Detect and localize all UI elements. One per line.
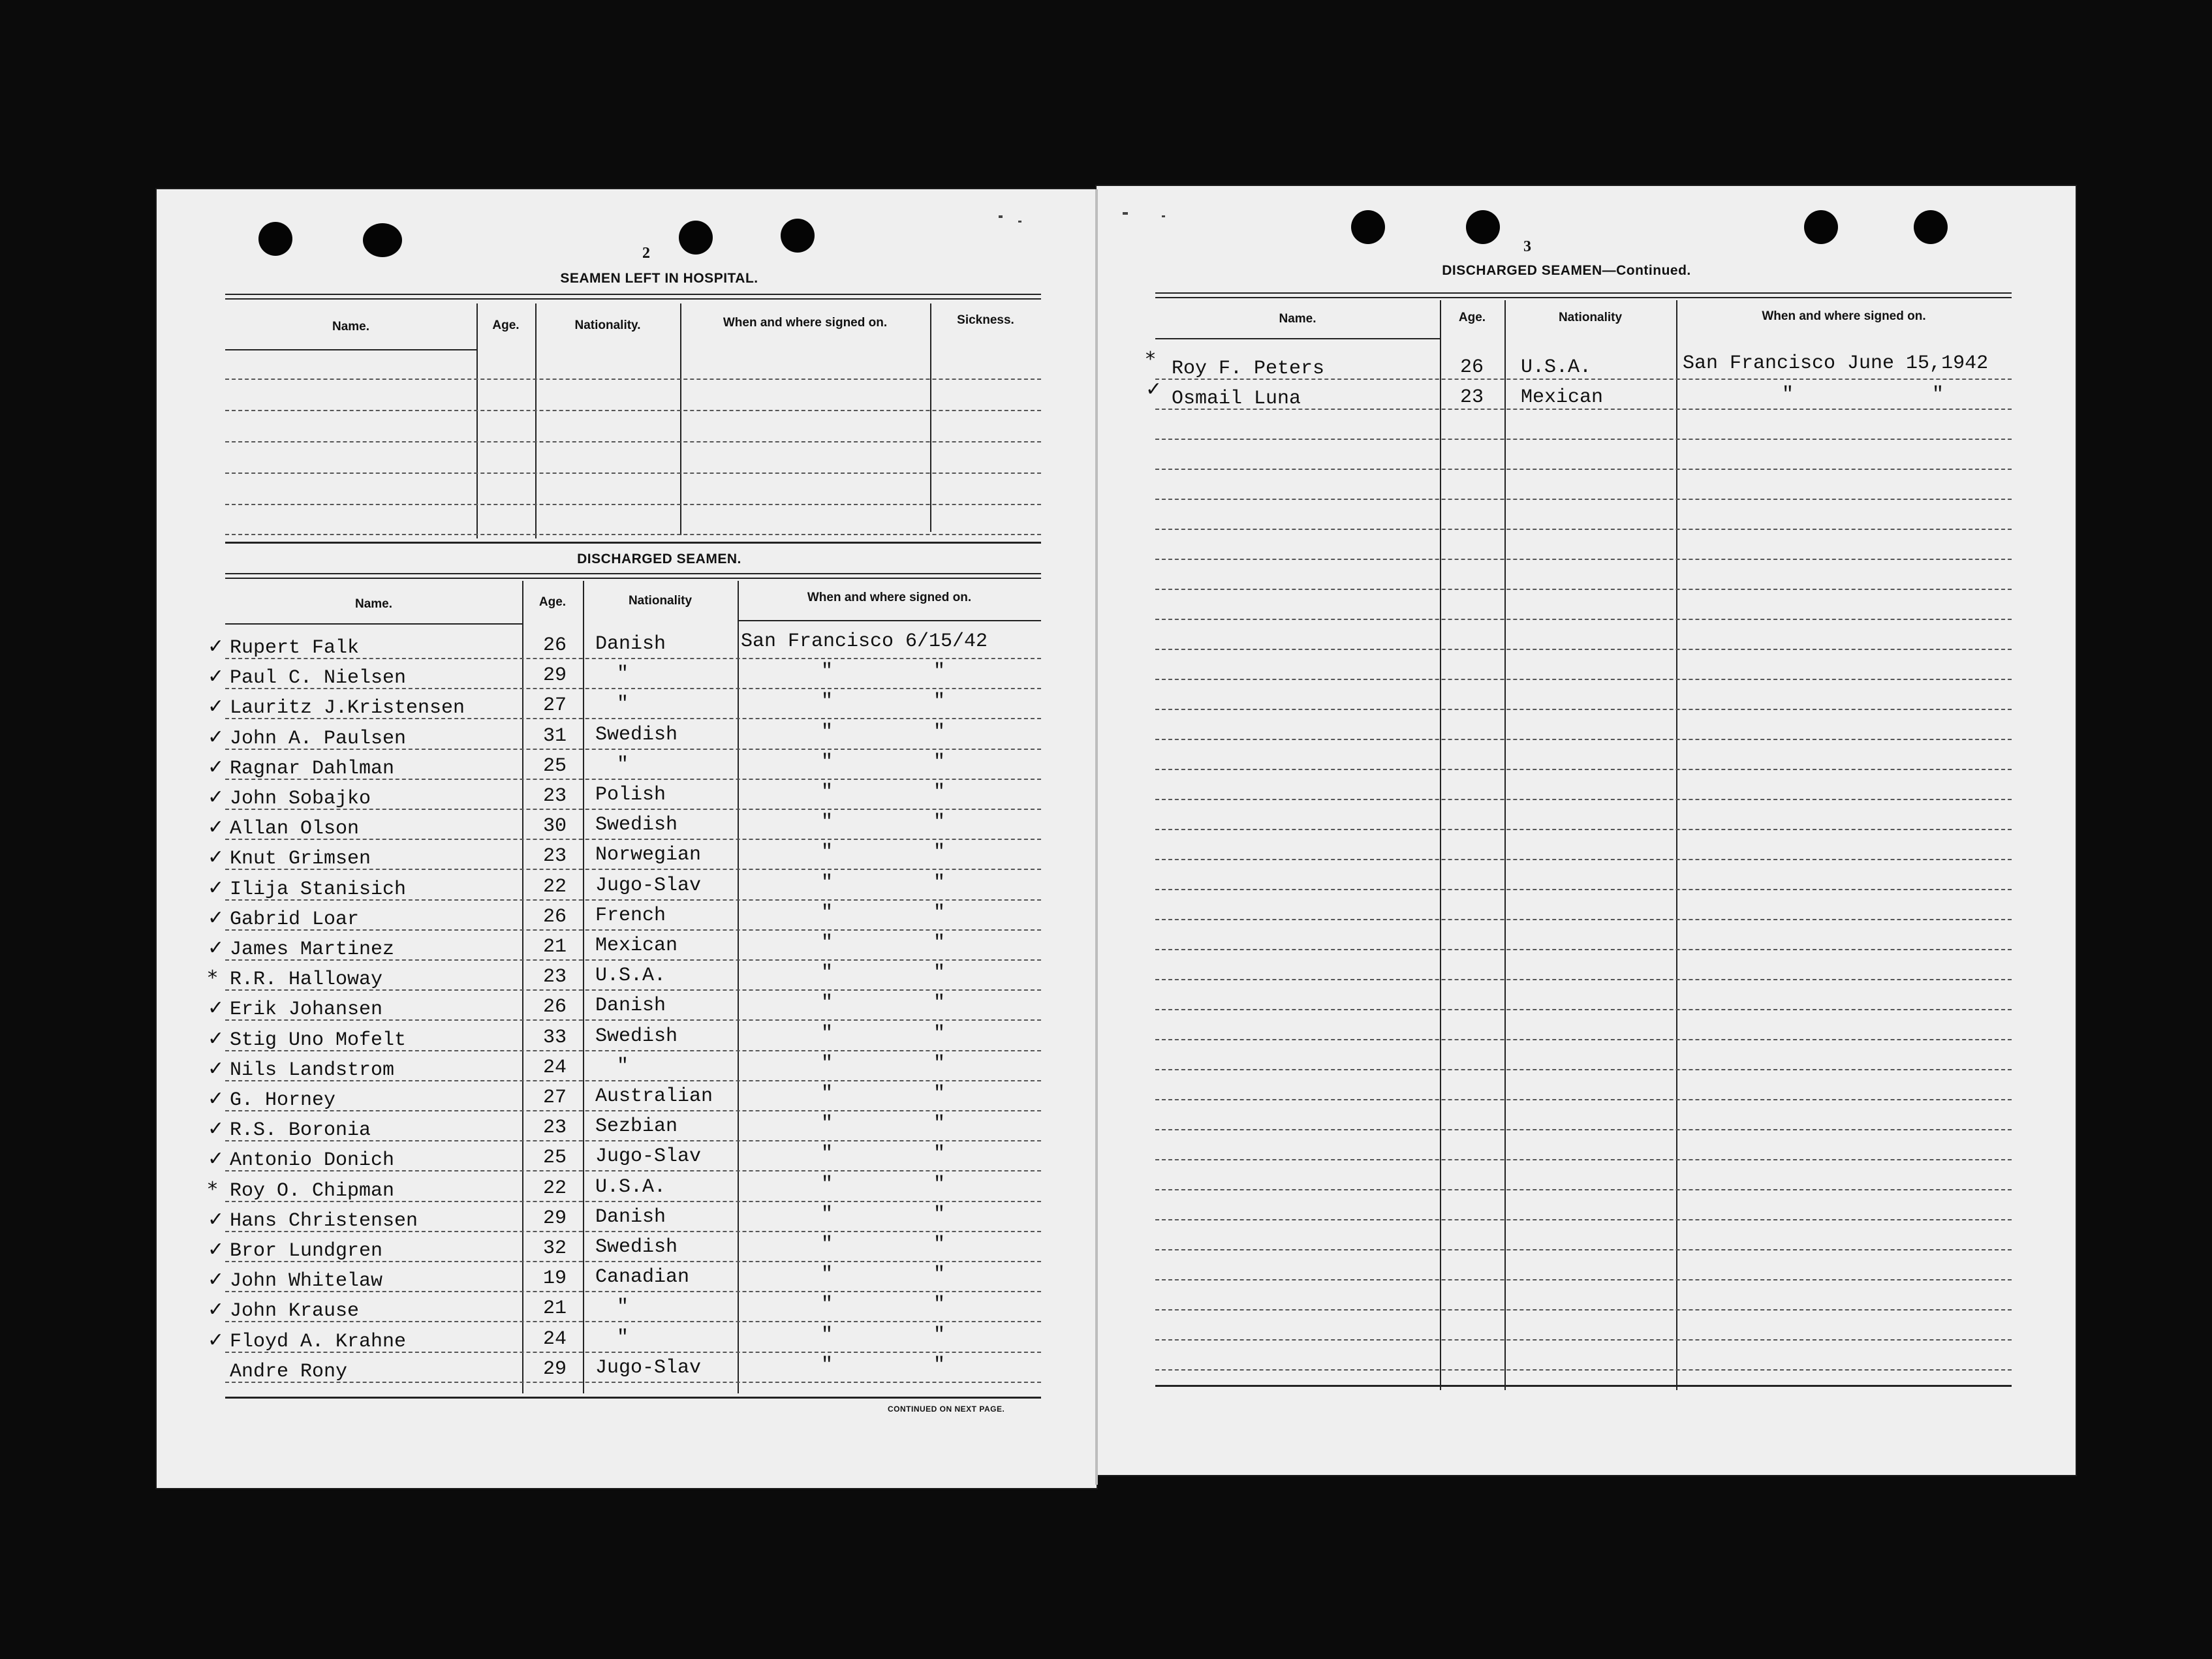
signed-on-ditto: " (933, 690, 946, 713)
row-line (1155, 949, 2012, 950)
seaman-nationality: Norwegian (595, 844, 702, 866)
seaman-name: G. Horney (230, 1089, 336, 1111)
tally-mark: ✓ (208, 695, 225, 718)
signed-on-ditto: " (821, 841, 833, 863)
row-line (225, 1201, 1041, 1202)
seaman-name: R.S. Boronia (230, 1119, 371, 1141)
speck (999, 215, 1003, 218)
row-line (225, 899, 1041, 901)
signed-on-ditto: " (933, 1354, 946, 1376)
col-header-sickness: Sickness. (957, 313, 1014, 327)
seaman-nationality: French (595, 905, 666, 927)
seaman-age: 24 (542, 1057, 567, 1079)
signed-on-ditto: " (933, 1173, 946, 1196)
header-rule (1155, 338, 1440, 339)
row-line (1155, 619, 2012, 620)
col-header-age: Age. (538, 595, 567, 609)
column-divider (583, 581, 584, 1393)
seaman-name: Knut Grimsen (230, 848, 371, 870)
seaman-nationality: Australian (595, 1085, 713, 1108)
seaman-nationality: Swedish (595, 814, 678, 836)
seaman-name: Lauritz J.Kristensen (230, 697, 465, 719)
column-divider (680, 303, 681, 535)
seaman-nationality: Danish (595, 995, 666, 1017)
discharged-continued-heading: DISCHARGED SEAMEN—Continued. (1442, 263, 1691, 278)
column-divider (930, 303, 931, 532)
row-line (225, 779, 1041, 780)
tally-mark: ✓ (1145, 378, 1162, 401)
row-line (1155, 559, 2012, 560)
signed-on-ditto: " (933, 1143, 946, 1165)
column-divider (522, 581, 523, 1393)
seaman-age: 23 (1459, 386, 1484, 409)
signed-on-ditto: " (821, 932, 833, 954)
signed-on-ditto: " (933, 1023, 946, 1045)
signed-on-ditto: " (821, 690, 833, 713)
seaman-nationality: Swedish (595, 1025, 678, 1047)
tally-mark: ✓ (208, 1208, 225, 1231)
blank-row (225, 379, 1041, 380)
row-line (1155, 1159, 2012, 1160)
seaman-age: 21 (542, 936, 567, 958)
seaman-age: 26 (1459, 356, 1484, 379)
tally-mark: ✓ (208, 726, 225, 749)
signed-on-ditto: " (933, 1264, 946, 1286)
seaman-name: Osmail Luna (1172, 388, 1301, 410)
col-header-nationality: Nationality (1558, 311, 1623, 324)
seaman-age: 33 (542, 1027, 567, 1049)
header-rule (225, 623, 522, 625)
tally-mark: ✓ (208, 876, 225, 899)
row-line (1155, 649, 2012, 650)
table-rule (225, 542, 1041, 544)
seaman-name: R.R. Halloway (230, 969, 383, 991)
tally-mark: ✓ (208, 1087, 225, 1110)
seaman-name: Allan Olson (230, 818, 360, 840)
col-header-nationality: Nationality (628, 594, 693, 608)
seaman-age: 31 (542, 725, 567, 747)
seaman-age: 29 (542, 1207, 567, 1230)
signed-on-ditto: " (933, 841, 946, 863)
punch-hole (1351, 210, 1385, 244)
row-line (225, 749, 1041, 750)
row-line (225, 1321, 1041, 1322)
row-line (1155, 469, 2012, 470)
col-header-age: Age. (1458, 311, 1486, 324)
row-line (225, 869, 1041, 870)
seaman-nationality: Swedish (595, 724, 678, 746)
signed-on-ditto: " (821, 660, 833, 683)
seaman-name: Ilija Stanisich (230, 878, 407, 901)
signed-on-ditto: " (933, 1294, 946, 1316)
col-header-name: Name. (1279, 312, 1316, 326)
signed-on-ditto: " (821, 781, 833, 803)
seaman-age: 29 (542, 664, 567, 687)
row-line (225, 688, 1041, 689)
blank-row (225, 504, 1041, 505)
punch-hole (1466, 210, 1500, 244)
seaman-nationality: " (617, 693, 629, 715)
tally-mark: ✓ (208, 665, 225, 688)
column-divider (1504, 300, 1506, 1390)
seaman-name: Rupert Falk (230, 637, 360, 659)
row-line (1155, 589, 2012, 590)
row-line (225, 809, 1041, 810)
punch-hole (258, 222, 292, 256)
signed-on-ditto: " (821, 1324, 833, 1346)
signed-on-ditto: " (821, 1143, 833, 1165)
signed-on-ditto: " (933, 811, 946, 833)
row-line (1155, 1009, 2012, 1010)
tally-mark: * (1145, 348, 1155, 371)
signed-on-ditto: " (821, 902, 833, 924)
row-line (1155, 919, 2012, 920)
seaman-age: 27 (542, 1087, 567, 1109)
seaman-age: 21 (542, 1297, 567, 1320)
speck (1018, 221, 1021, 223)
punch-hole (679, 221, 713, 255)
blank-row (225, 410, 1041, 411)
tally-mark: ✓ (208, 907, 225, 929)
signed-on-ditto: " (1932, 384, 1944, 406)
signed-on-ditto: " (821, 1264, 833, 1286)
seaman-nationality: Jugo-Slav (595, 1357, 702, 1379)
signed-on-ditto: " (821, 962, 833, 984)
signed-on-ditto: " (933, 1233, 946, 1256)
signed-on-ditto: " (933, 1203, 946, 1226)
seaman-nationality: U.S.A. (595, 965, 666, 987)
row-line (1155, 529, 2012, 530)
signed-on-ditto: " (821, 811, 833, 833)
signed-on-ditto: " (933, 1324, 946, 1346)
signed-on-ditto: " (821, 1203, 833, 1226)
tally-mark: ✓ (208, 786, 225, 809)
seaman-name: Floyd A. Krahne (230, 1331, 407, 1353)
seaman-nationality: Jugo-Slav (595, 1145, 702, 1168)
row-line (225, 1170, 1041, 1171)
blank-row (225, 441, 1041, 442)
row-line (225, 839, 1041, 840)
signed-on-ditto: " (933, 902, 946, 924)
seaman-nationality: Canadian (595, 1266, 690, 1288)
row-line (1155, 1369, 2012, 1371)
seaman-name: John Sobajko (230, 788, 371, 810)
signed-on-ditto: " (821, 1023, 833, 1045)
row-line (225, 718, 1041, 719)
seaman-nationality: U.S.A. (595, 1176, 666, 1198)
signed-on-ditto: " (821, 1173, 833, 1196)
seaman-nationality: Sezbian (595, 1115, 678, 1138)
seaman-name: Nils Landstrom (230, 1059, 395, 1081)
page-fold (1095, 189, 1098, 1485)
row-line (1155, 1309, 2012, 1310)
signed-on-ditto: " (933, 872, 946, 894)
signed-on-ditto: " (933, 751, 946, 773)
row-line (225, 929, 1041, 931)
header-rule (225, 349, 476, 350)
seaman-age: 24 (542, 1328, 567, 1350)
tally-mark: ✓ (208, 756, 225, 779)
row-line (1155, 829, 2012, 830)
tally-mark: ✓ (208, 1117, 225, 1140)
seaman-nationality: " (617, 1327, 629, 1349)
tally-mark: ✓ (208, 1329, 225, 1352)
signed-on-ditto: " (821, 751, 833, 773)
column-divider (476, 303, 478, 538)
row-line (225, 959, 1041, 961)
seaman-age: 23 (542, 785, 567, 807)
table-rule (225, 294, 1041, 300)
seaman-nationality: " (617, 1055, 629, 1078)
tally-mark: ✓ (208, 997, 225, 1019)
tally-mark: ✓ (208, 1057, 225, 1080)
signed-on-ditto: " (1782, 384, 1794, 406)
row-line (225, 1261, 1041, 1262)
row-line (1155, 499, 2012, 500)
row-line (1155, 1249, 2012, 1250)
seaman-age: 30 (542, 815, 567, 837)
col-header-signed-on: When and where signed on. (723, 316, 888, 330)
punch-hole (1804, 210, 1838, 244)
row-line (225, 1110, 1041, 1111)
row-line (1155, 409, 2012, 410)
seaman-age: 26 (542, 634, 567, 657)
column-divider (535, 303, 537, 538)
punch-hole (1914, 210, 1948, 244)
seaman-age: 26 (542, 906, 567, 928)
seaman-age: 29 (542, 1358, 567, 1380)
seaman-name: Antonio Donich (230, 1149, 395, 1171)
seaman-name: Ragnar Dahlman (230, 758, 395, 780)
tally-mark: ✓ (208, 1027, 225, 1050)
row-line (225, 1019, 1041, 1021)
seaman-age: 23 (542, 1117, 567, 1139)
seaman-age: 22 (542, 876, 567, 898)
row-line (1155, 769, 2012, 770)
seaman-name: Stig Uno Mofelt (230, 1029, 407, 1051)
continued-note: CONTINUED ON NEXT PAGE. (888, 1404, 1005, 1414)
signed-on-ditto: " (933, 781, 946, 803)
signed-on-ditto: " (933, 721, 946, 743)
tally-mark: ✓ (208, 846, 225, 869)
row-line (1155, 1129, 2012, 1130)
seaman-nationality: U.S.A. (1521, 356, 1592, 379)
header-rule (738, 620, 1041, 621)
signed-on-ditto: " (933, 932, 946, 954)
signed-on-ditto: " (933, 1053, 946, 1075)
tally-mark: ✓ (208, 816, 225, 839)
blank-row (225, 534, 1041, 535)
table-rule (1155, 1385, 2012, 1387)
seaman-age: 27 (542, 694, 567, 717)
signed-on-ditto: " (821, 721, 833, 743)
page-number: 3 (1523, 238, 1531, 255)
col-header-nationality: Nationality. (574, 318, 641, 332)
column-divider (1440, 300, 1441, 1390)
seaman-nationality: Mexican (1521, 386, 1604, 409)
col-header-signed-on: When and where signed on. (1762, 309, 1926, 323)
row-line (1155, 1219, 2012, 1220)
row-line (225, 1140, 1041, 1141)
seaman-name: Andre Rony (230, 1361, 348, 1383)
seaman-name: James Martinez (230, 938, 395, 961)
row-line (1155, 709, 2012, 710)
signed-on-ditto: " (821, 1354, 833, 1376)
seaman-nationality: " (617, 754, 629, 776)
col-header-age: Age. (492, 318, 520, 332)
seaman-age: 19 (542, 1267, 567, 1290)
signed-on-ditto: " (933, 660, 946, 683)
seaman-name: John A. Paulsen (230, 728, 407, 750)
signed-on-ditto: " (821, 1294, 833, 1316)
speck (1162, 215, 1165, 217)
table-rule (225, 573, 1041, 579)
seaman-name: Erik Johansen (230, 999, 383, 1021)
seaman-age: 25 (542, 1147, 567, 1169)
seaman-name: Paul C. Nielsen (230, 667, 407, 689)
signed-on-ditto: " (821, 1233, 833, 1256)
column-divider (738, 581, 739, 1393)
punch-hole (363, 223, 402, 257)
row-line (1155, 1039, 2012, 1040)
row-line (1155, 1279, 2012, 1280)
row-line (225, 1352, 1041, 1353)
seaman-name: Bror Lundgren (230, 1240, 383, 1262)
signed-on-ditto: " (821, 992, 833, 1014)
blank-row (225, 473, 1041, 474)
tally-mark: ✓ (208, 1298, 225, 1321)
seaman-age: 25 (542, 755, 567, 777)
seaman-nationality: Polish (595, 784, 666, 806)
speck (1123, 212, 1128, 215)
hospital-heading: SEAMEN LEFT IN HOSPITAL. (560, 271, 758, 286)
seaman-age: 22 (542, 1177, 567, 1200)
row-line (1155, 679, 2012, 680)
row-line (225, 1382, 1041, 1383)
seaman-name: John Krause (230, 1300, 360, 1322)
seaman-nationality: " (617, 1296, 629, 1318)
row-line (225, 1050, 1041, 1051)
row-line (1155, 859, 2012, 860)
tally-mark: ✓ (208, 937, 225, 959)
signed-on-ditto: " (933, 992, 946, 1014)
signed-on-ditto: " (821, 1083, 833, 1105)
seaman-nationality: Danish (595, 633, 666, 655)
signed-on-ditto: " (933, 1083, 946, 1105)
signed-on-ditto: " (821, 1053, 833, 1075)
tally-mark: ✓ (208, 1147, 225, 1170)
seaman-name: John Whitelaw (230, 1270, 383, 1292)
discharged-heading: DISCHARGED SEAMEN. (577, 551, 741, 566)
row-line (1155, 439, 2012, 440)
row-line (1155, 1339, 2012, 1341)
signed-on-ditto: " (933, 962, 946, 984)
row-line (225, 1291, 1041, 1292)
table-rule (1155, 292, 2012, 298)
seaman-age: 32 (542, 1237, 567, 1260)
signed-on-ditto: " (821, 872, 833, 894)
row-line (1155, 889, 2012, 890)
seaman-nationality: Swedish (595, 1236, 678, 1258)
seaman-name: Roy O. Chipman (230, 1180, 395, 1202)
seaman-name: Hans Christensen (230, 1210, 418, 1232)
row-line (1155, 979, 2012, 980)
column-divider (1676, 300, 1677, 1390)
row-line (1155, 1189, 2012, 1190)
seaman-nationality: Mexican (595, 935, 678, 957)
row-line (225, 658, 1041, 659)
col-header-signed-on: When and where signed on. (807, 591, 972, 604)
seaman-nationality: Jugo-Slav (595, 875, 702, 897)
seaman-age: 23 (542, 845, 567, 867)
row-line (225, 1080, 1041, 1081)
table-rule (225, 1397, 1041, 1399)
row-line (1155, 1099, 2012, 1100)
tally-mark: * (208, 967, 217, 989)
row-line (225, 1231, 1041, 1232)
row-line (1155, 799, 2012, 800)
page-number: 2 (642, 245, 650, 262)
signed-on-ditto: " (933, 1113, 946, 1135)
seaman-age: 26 (542, 996, 567, 1018)
seaman-nationality: " (617, 663, 629, 685)
row-line (1155, 379, 2012, 380)
tally-mark: ✓ (208, 635, 225, 658)
tally-mark: ✓ (208, 1268, 225, 1291)
row-line (225, 989, 1041, 991)
signed-on: San Francisco 6/15/42 (741, 630, 988, 653)
signed-on-ditto: " (821, 1113, 833, 1135)
seaman-name: Roy F. Peters (1172, 358, 1325, 380)
signed-on: San Francisco June 15,1942 (1683, 352, 1989, 375)
seaman-name: Gabrid Loar (230, 908, 360, 931)
tally-mark: ✓ (208, 1238, 225, 1261)
row-line (1155, 739, 2012, 740)
col-header-name: Name. (354, 597, 393, 611)
row-line (1155, 1069, 2012, 1070)
seaman-age: 23 (542, 966, 567, 988)
punch-hole (781, 219, 815, 253)
col-header-name: Name. (332, 320, 370, 333)
seaman-nationality: Danish (595, 1206, 666, 1228)
tally-mark: * (208, 1178, 217, 1201)
